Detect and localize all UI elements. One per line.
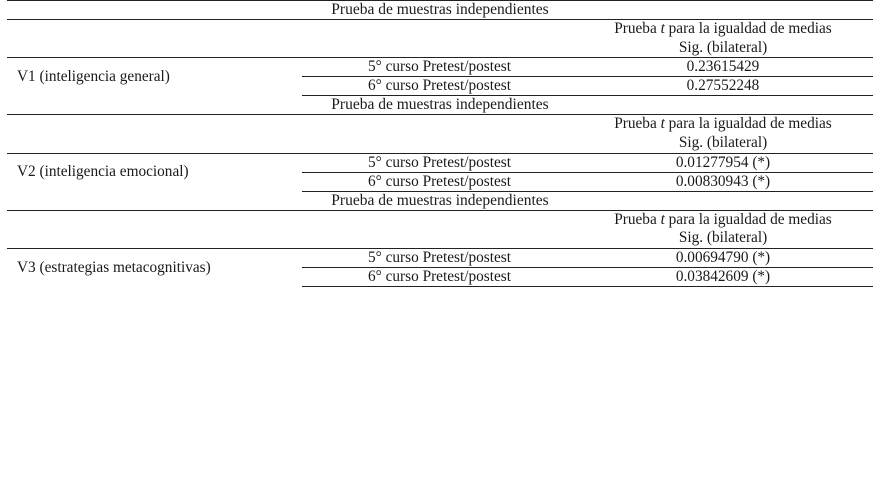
group-label: 6° curso Pretest/postest [302,267,577,286]
group-label: 6° curso Pretest/postest [302,77,577,96]
header-empty-mid-1 [302,20,577,58]
group-label: 5° curso Pretest/postest [302,248,577,267]
section-title-1: Prueba de muestras independientes [7,1,873,20]
header-empty-mid-3 [302,210,577,248]
header-line1-post-2: para la igualdad de medias [664,115,832,133]
header-empty-label-1 [7,20,302,58]
header-empty-label-3 [7,210,302,248]
header-line1-italic-1: t [660,20,665,37]
header-line1-italic-2: t [660,115,665,133]
sig-value: 0.03842609 (*) [577,267,873,286]
variable-label-1: V1 (inteligencia general) [16,68,170,86]
section-title-row [7,191,873,210]
section-title-row [7,1,873,20]
header-row-3 [7,210,873,248]
header-line2-1: Sig. (bilateral) [678,38,768,56]
section-title-3: Prueba de muestras independientes [7,191,873,210]
sig-value: 0.01277954 (*) [577,153,873,172]
group-label: 5° curso Pretest/postest [302,58,577,77]
statistics-table [7,0,873,287]
header-line1-post-3: para la igualdad de medias [664,210,832,228]
header-line1-pre-1: Prueba [614,20,661,37]
header-row-1 [7,20,873,58]
sig-value: 0.23615429 [577,58,873,77]
sig-value: 0.00830943 (*) [577,172,873,191]
sig-value: 0.00694790 (*) [577,248,873,267]
variable-label-3: V3 (estrategias metacognitivas) [16,258,211,276]
sig-value: 0.27552248 [577,77,873,96]
group-label: 6° curso Pretest/postest [302,172,577,191]
header-empty-mid-2 [302,115,577,153]
variable-label-2: V2 (inteligencia emocional) [16,163,189,181]
section-title-row [7,96,873,115]
header-test-label-1 [577,20,873,58]
header-row-2 [7,115,873,153]
header-line1-pre-3: Prueba [614,210,661,228]
table-row [7,248,873,267]
header-empty-label-2 [7,115,302,153]
header-test-label-3 [577,210,873,248]
header-line1-pre-2: Prueba [614,115,661,133]
group-label: 5° curso Pretest/postest [302,153,577,172]
table-row [7,153,873,172]
header-line1-post-1: para la igualdad de medias [664,20,832,37]
header-test-label-2 [577,115,873,153]
section-title-2: Prueba de muestras independientes [7,96,873,115]
header-line2-2: Sig. (bilateral) [678,133,768,151]
header-line2-3: Sig. (bilateral) [678,229,768,247]
table-row [7,58,873,77]
header-line1-italic-3: t [660,210,665,228]
